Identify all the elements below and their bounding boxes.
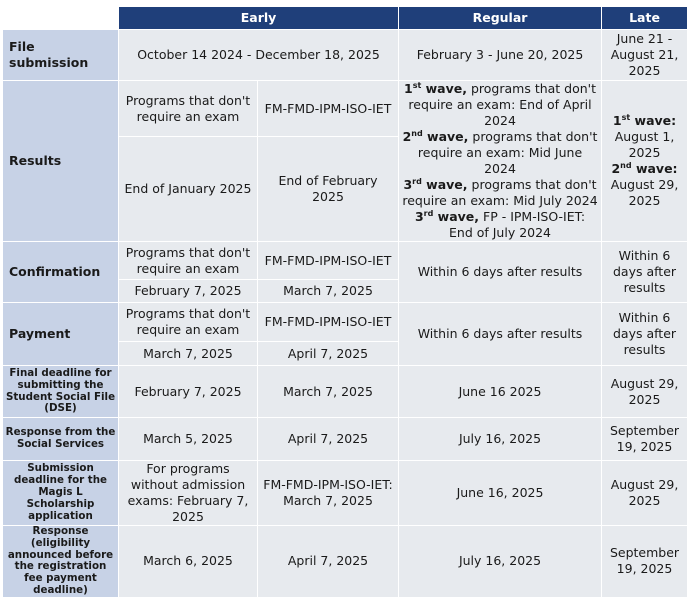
dse-deadline-early-a: February 7, 2025 xyxy=(119,366,258,418)
header-regular: Regular xyxy=(399,7,602,30)
results-late xyxy=(602,81,688,242)
payment-regular: Within 6 days after results xyxy=(399,303,602,366)
row-label-payment: Payment xyxy=(3,303,119,366)
header-late: Late xyxy=(602,7,688,30)
results-early-a: End of January 2025 xyxy=(119,137,258,242)
payment-early-b: April 7, 2025 xyxy=(258,342,399,366)
results-late-wave-1: 1st wave: August 1, 2025 xyxy=(612,112,677,160)
file-submission-regular: February 3 - June 20, 2025 xyxy=(399,30,602,81)
eligibility-response-late: September 19, 2025 xyxy=(602,526,688,598)
results-regular-wave-2: 2nd wave, programs that don't require an exam: Mid June 2024 xyxy=(402,128,598,176)
eligibility-response-regular: July 16, 2025 xyxy=(399,526,602,598)
row-label-dse-deadline: Final deadline for submitting the Student Social File (DSE) xyxy=(3,366,119,418)
row-dse-deadline xyxy=(3,366,688,418)
row-file-submission xyxy=(3,30,688,81)
payment-early-b-head: FM-FMD-IPM-ISO-IET xyxy=(258,303,399,342)
eligibility-response-early-b: April 7, 2025 xyxy=(258,526,399,598)
file-submission-late: June 21 - August 21, 2025 xyxy=(602,30,688,81)
confirmation-early-a-head: Programs that don't require an exam xyxy=(119,242,258,280)
magis-deadline-late: August 29, 2025 xyxy=(602,461,688,526)
confirmation-late: Within 6 days after results xyxy=(602,242,688,303)
row-label-results: Results xyxy=(3,81,119,242)
confirmation-regular: Within 6 days after results xyxy=(399,242,602,303)
payment-early-a: March 7, 2025 xyxy=(119,342,258,366)
payment-late: Within 6 days after results xyxy=(602,303,688,366)
results-early-b: End of February 2025 xyxy=(258,137,399,242)
magis-deadline-early-b: FM-FMD-IPM-ISO-IET: March 7, 2025 xyxy=(258,461,399,526)
admission-schedule-table xyxy=(2,6,688,598)
results-early-b-head: FM-FMD-IPM-ISO-IET xyxy=(258,81,399,137)
confirmation-early-b: March 7, 2025 xyxy=(258,280,399,303)
results-regular xyxy=(399,81,602,242)
row-social-response xyxy=(3,418,688,461)
results-early-a-head: Programs that don't require an exam xyxy=(119,81,258,137)
header-early: Early xyxy=(119,7,399,30)
confirmation-early-a: February 7, 2025 xyxy=(119,280,258,303)
eligibility-response-early-a: March 6, 2025 xyxy=(119,526,258,598)
row-label-social-response: Response from the Social Services xyxy=(3,418,119,461)
header-blank xyxy=(3,7,119,30)
row-magis-deadline xyxy=(3,461,688,526)
row-eligibility-response xyxy=(3,526,688,598)
payment-early-a-head: Programs that don't require an exam xyxy=(119,303,258,342)
row-label-eligibility-response: Response (eligibility announced before the registration fee payment deadline) xyxy=(3,526,119,598)
row-payment-top xyxy=(3,303,688,342)
results-regular-wave-3b: 3rd wave, FP - IPM-ISO-IET: End of July 2024 xyxy=(414,208,586,240)
magis-deadline-regular: June 16, 2025 xyxy=(399,461,602,526)
social-response-early-a: March 5, 2025 xyxy=(119,418,258,461)
dse-deadline-late: August 29, 2025 xyxy=(602,366,688,418)
social-response-late: September 19, 2025 xyxy=(602,418,688,461)
results-regular-wave-1: 1st wave, programs that don't require an exam: End of April 2024 xyxy=(403,80,597,128)
dse-deadline-early-b: March 7, 2025 xyxy=(258,366,399,418)
file-submission-early: October 14 2024 - December 18, 2025 xyxy=(119,30,399,81)
row-label-magis-deadline: Submission deadline for the Magis L Scholarship application xyxy=(3,461,119,526)
results-late-wave-2: 2nd wave: August 29, 2025 xyxy=(610,160,679,208)
row-confirmation-top xyxy=(3,242,688,280)
row-results-top xyxy=(3,81,688,137)
dse-deadline-regular: June 16 2025 xyxy=(399,366,602,418)
magis-deadline-early-a: For programs without admission exams: February 7, 2025 xyxy=(119,461,258,526)
row-label-confirmation: Confirmation xyxy=(3,242,119,303)
results-regular-wave-3: 3rd wave, programs that don't require an exam: Mid July 2024 xyxy=(402,176,598,208)
social-response-regular: July 16, 2025 xyxy=(399,418,602,461)
social-response-early-b: April 7, 2025 xyxy=(258,418,399,461)
header-row xyxy=(3,7,688,30)
confirmation-early-b-head: FM-FMD-IPM-ISO-IET xyxy=(258,242,399,280)
row-label-file-submission: File submission xyxy=(3,30,119,81)
